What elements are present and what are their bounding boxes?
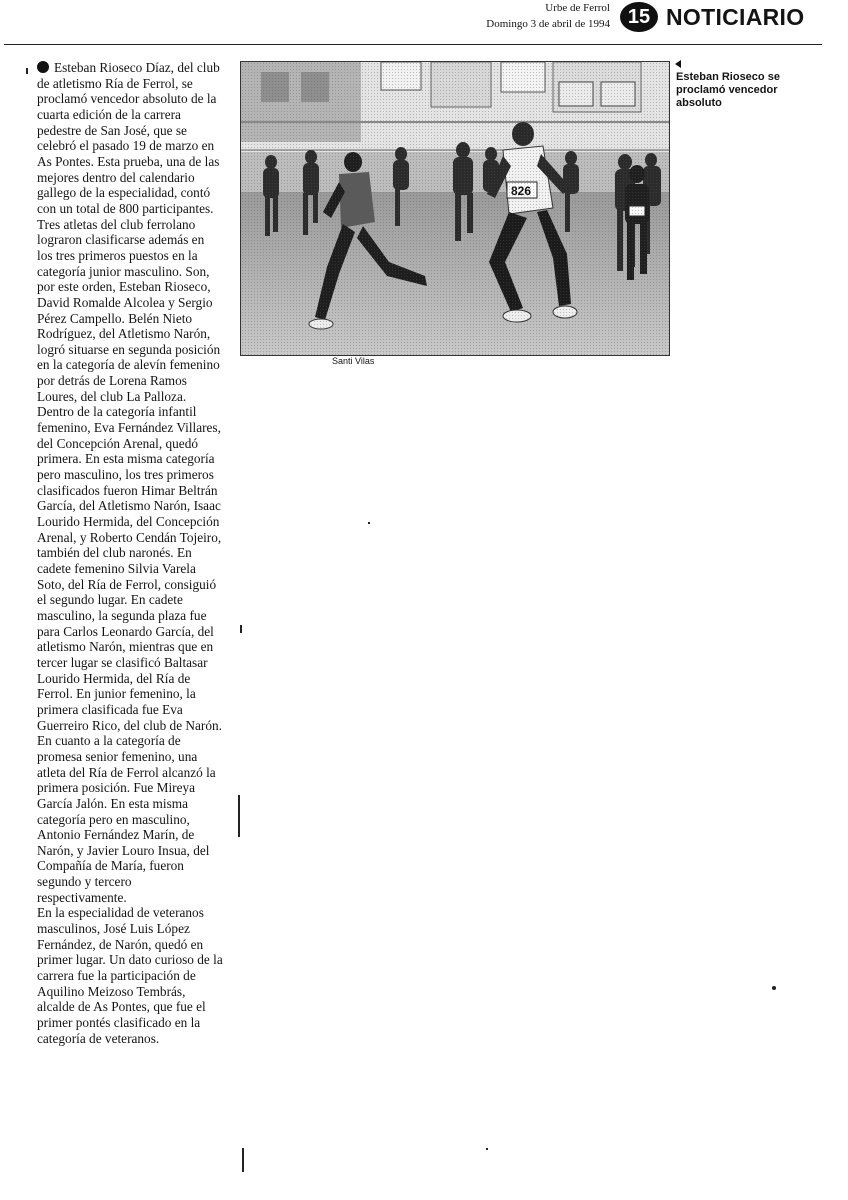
article-body xyxy=(37,60,223,1046)
photo-caption: Esteban Rioseco se proclamó vencedor absoluto xyxy=(676,71,780,109)
issue-date: Domingo 3 de abril de 1994 xyxy=(486,18,610,30)
page-header xyxy=(0,0,848,48)
runners-image xyxy=(241,62,669,355)
caption-pointer-icon xyxy=(675,60,681,68)
scan-speck xyxy=(486,1148,488,1150)
race-photo xyxy=(240,61,670,356)
scan-speck xyxy=(242,1148,244,1172)
scan-speck xyxy=(240,625,242,633)
article-paragraph: Dentro de la categoría infantil femenino, Eva Fernández Villares, del Concepción Arenal, quedó primera. En esta misma categoría pero masculino, los tres primeros clasificados fueron Himar Beltrán García, del Atletismo Narón, Isaac Lourido Hermida, del Concepción Arenal, y Roberto Cendán Tojeiro, también del club naronés. En cadete femenino Silvia Varela Soto, del Ría de Ferrol, consiguió el segundo lugar. En cadete masculino, la segunda plaza fue para Carlos Leonardo García, del atletismo Narón, mientras que en tercer lugar se clasificó Baltasar Lourido Hermida, del Ría de Ferrol. En junior femenino, la primera clasificada fue Eva Guerreiro Rico, del club de Narón. En cuanto a la categoría de promesa senior femenino, una atleta del Ría de Ferrol alcanzó la primera posición. Fue Mireya García Jalón. En esta misma categoría pero en masculino, Antonio Fernández Marín, de Narón, y Javier Louro Insua, del Compañía de María, fueron segundo y tercero respectivamente. xyxy=(37,404,222,905)
article-paragraph: En la especialidad de veteranos masculinos, José Luis López Fernández, de Narón, quedó en primer lugar. Un dato curioso de la carrera fue la participación de Aquilino Meizoso Tembrás, alcalde de As Pontes, que fue el primer pontés clasificado en la categoría de veteranos. xyxy=(37,905,223,1046)
article-paragraph xyxy=(37,60,223,404)
publication-name: Urbe de Ferrol xyxy=(545,2,610,14)
scan-speck xyxy=(368,522,370,524)
scan-speck xyxy=(772,986,776,990)
scan-speck xyxy=(26,68,28,74)
paragraph-text: Esteban Rioseco Díaz, del club de atletismo Ría de Ferrol, se proclamó vencedor absoluto de la cuarta edición de la carrera pedestre de San José, que se celebró el pasado 19 de marzo en As Pontes. Esta prueba, una de las mejores dentro del calendario gallego de la especialidad, contó con un total de 800 participantes. Tres atletas del club ferrolano lograron clasificarse además en los tres primeros puestos en la categoría junior masculino. Son, por este orden, Esteban Rioseco, David Romalde Alcolea y Sergio Pérez Campello. Belén Nieto Rodríguez, del Atletismo Narón, logró situarse en segunda posición en la categoría de alevín femenino por detrás de Lorena Ramos Loures, del club La Palloza. xyxy=(37,60,221,404)
header-rule xyxy=(4,44,822,45)
page-number-badge: 15 xyxy=(620,2,658,32)
scan-speck xyxy=(238,795,240,837)
bullet-icon xyxy=(37,61,49,73)
photo-credit: Santi Vilas xyxy=(332,356,375,366)
section-title: NOTICIARIO xyxy=(666,4,805,30)
